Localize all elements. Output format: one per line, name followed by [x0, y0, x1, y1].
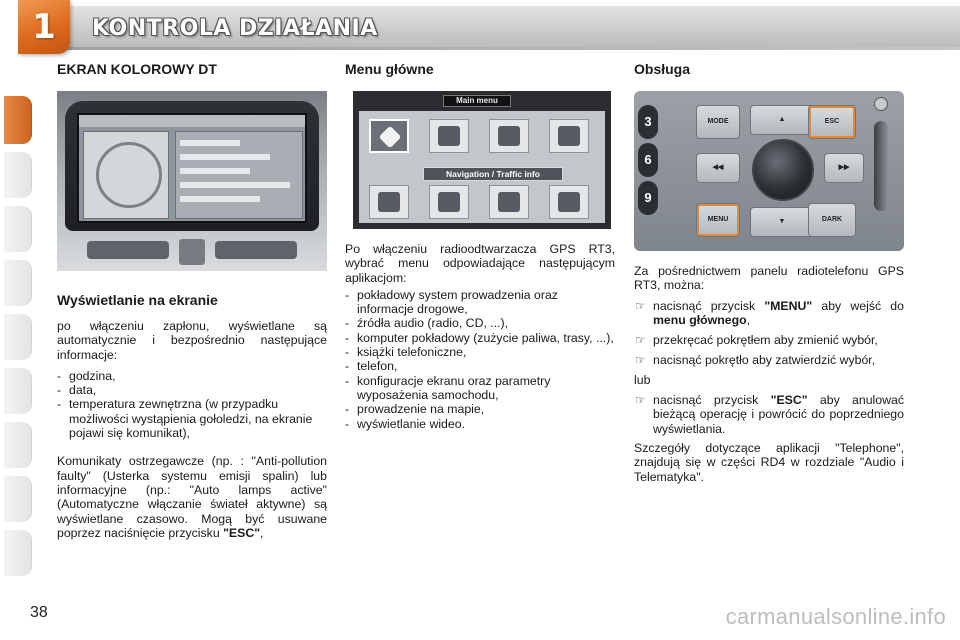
screen-row [180, 168, 250, 174]
esc-key-label: "ESC" [223, 525, 261, 540]
map-icon [489, 185, 529, 219]
chapter-tab[interactable] [4, 368, 32, 414]
chapter-tab[interactable] [4, 476, 32, 522]
list-item: - telefon, [345, 359, 615, 373]
mode-button: MODE [696, 105, 740, 139]
menu-key-label: "MENU" [764, 298, 813, 313]
down-arrow-icon: ▼ [750, 207, 814, 237]
list-item: - data, [57, 383, 327, 397]
esc-button: ESC [808, 105, 856, 139]
display-screen [77, 113, 307, 223]
preset-key-6: 6 [638, 143, 658, 177]
chapter-tabs [0, 66, 34, 576]
list-item: ☞ nacisnąć przycisk "MENU" aby wejść do menu głównego, [635, 298, 904, 327]
rotary-knob [752, 139, 814, 201]
chapter-number: 1 [32, 7, 56, 47]
watermark: carmanualsonline.info [725, 604, 946, 629]
list-item: - godzina, [57, 369, 327, 383]
air-vent-left [87, 241, 169, 259]
hazard-switch [179, 239, 205, 265]
info-list [57, 369, 327, 440]
trip-computer-icon [489, 119, 529, 153]
paragraph: po włączeniu zapłonu, wyświetlane są automatycznie i bezpośrednio następujące informacje: [57, 319, 327, 362]
preset-key-3: 3 [638, 105, 658, 139]
pointing-hand-icon: ☞ [635, 298, 646, 313]
chapter-tab[interactable] [4, 530, 32, 576]
screen-row [180, 196, 260, 202]
chapter-tab[interactable] [4, 206, 32, 252]
screen-map [83, 131, 169, 219]
pointing-hand-icon: ☞ [635, 333, 646, 348]
main-menu-photo [353, 91, 611, 229]
operation-list [634, 299, 904, 368]
up-arrow-icon: ▲ [750, 105, 814, 135]
panel-screw [874, 97, 888, 111]
page-header [0, 0, 960, 58]
list-item: - pokładowy system prowadzenia oraz informacje drogowe, [345, 288, 615, 317]
chapter-tab[interactable] [4, 260, 32, 306]
section-heading: Menu główne [345, 61, 434, 77]
screen-status-bar [79, 115, 305, 127]
list-item: ☞ nacisnąć przycisk "ESC" aby anulować bieżącą operację i powrócić do poprzedniego wyświetlania. [635, 393, 904, 436]
screen-row [180, 182, 290, 188]
control-panel-photo [634, 91, 904, 251]
paragraph: Za pośrednictwem panelu radiotelefonu GPS RT3, można: [634, 264, 904, 293]
list-item: - konfiguracje ekranu oraz parametry wyposażenia samochodu, [345, 374, 615, 403]
menu-screen [359, 111, 605, 223]
list-item: - źródła audio (radio, CD, ...), [345, 316, 615, 330]
chapter-badge [18, 0, 70, 54]
list-item: - komputer pokładowy (zużycie paliwa, trasy, ...), [345, 331, 615, 345]
settings-icon [429, 185, 469, 219]
chapter-tab[interactable] [4, 422, 32, 468]
chapter-tab[interactable] [4, 152, 32, 198]
list-item: ☞ nacisnąć pokrętło aby zatwierdzić wybór, [635, 353, 876, 368]
paragraph: Po włączeniu radioodtwarzacza GPS RT3, wybrać menu odpowiadające następującym aplikacjom: [345, 242, 615, 285]
menu-screen-caption: Navigation / Traffic info [423, 167, 563, 181]
or-text: lub [634, 372, 651, 387]
preset-key-9: 9 [638, 181, 658, 215]
pointing-hand-icon: ☞ [635, 393, 646, 408]
section-heading: Obsługa [634, 61, 691, 77]
esc-key-label: "ESC" [770, 393, 808, 408]
fast-forward-icon: ▶▶ [824, 153, 864, 183]
screen-row [180, 140, 240, 146]
screen-info-panel [175, 131, 303, 219]
column-colour-screen [57, 60, 327, 540]
page-title: KONTROLA DZIAŁANIA [92, 16, 378, 41]
video-icon [549, 185, 589, 219]
screen-row [180, 154, 270, 160]
pointing-hand-icon: ☞ [635, 353, 646, 368]
section-heading: EKRAN KOLOROWY DT [57, 61, 217, 77]
warnings-text: Komunikaty ostrzegawcze (np. : "Anti-pollution faulty" (Usterka systemu emisji spalin) lub informacyjne (np.: "Auto lamps active" (Automatyczne włączanie świateł aktywne) są wyświetlane czasowo. Mogą być usuwane poprzez naciśnięcie przycisku [57, 454, 327, 540]
column-main-menu [345, 60, 615, 431]
menu-button: MENU [696, 203, 740, 237]
section-heading: Wyświetlanie na ekranie [57, 292, 218, 308]
phone-book-icon [549, 119, 589, 153]
audio-source-icon [429, 119, 469, 153]
list-item: - książki telefoniczne, [345, 345, 615, 359]
list-item: ☞ przekręcać pokrętłem aby zmienić wybór, [635, 333, 878, 348]
paragraph: Szczegóły dotyczące aplikacji "Telephone", znajdują się w części RD4 w rozdziale "Audio i Telematyka". [634, 440, 904, 484]
operation-list [634, 393, 904, 436]
punctuation: , [260, 525, 264, 540]
menu-list [345, 288, 615, 431]
list-item: - wyświetlanie wideo. [345, 417, 615, 431]
colour-screen-photo [57, 91, 327, 271]
list-item: - temperatura zewnętrzna (w przypadku możliwości wystąpienia gołoledzi, na ekranie pojawi się komunikat), [57, 397, 327, 440]
menu-screen-title: Main menu [443, 95, 511, 107]
main-menu-label: menu głównego [653, 312, 747, 327]
rewind-icon: ◀◀ [696, 153, 740, 183]
page-number: 38 [30, 604, 48, 621]
list-item: - prowadzenie na mapie, [345, 402, 615, 416]
navigation-icon [369, 119, 409, 153]
column-operation [634, 60, 904, 484]
dark-button: DARK [808, 203, 856, 237]
chapter-tab[interactable] [4, 314, 32, 360]
chapter-tab-active[interactable] [4, 96, 32, 144]
card-slot [874, 121, 888, 211]
telephone-icon [369, 185, 409, 219]
paragraph [57, 454, 327, 540]
air-vent-right [215, 241, 297, 259]
